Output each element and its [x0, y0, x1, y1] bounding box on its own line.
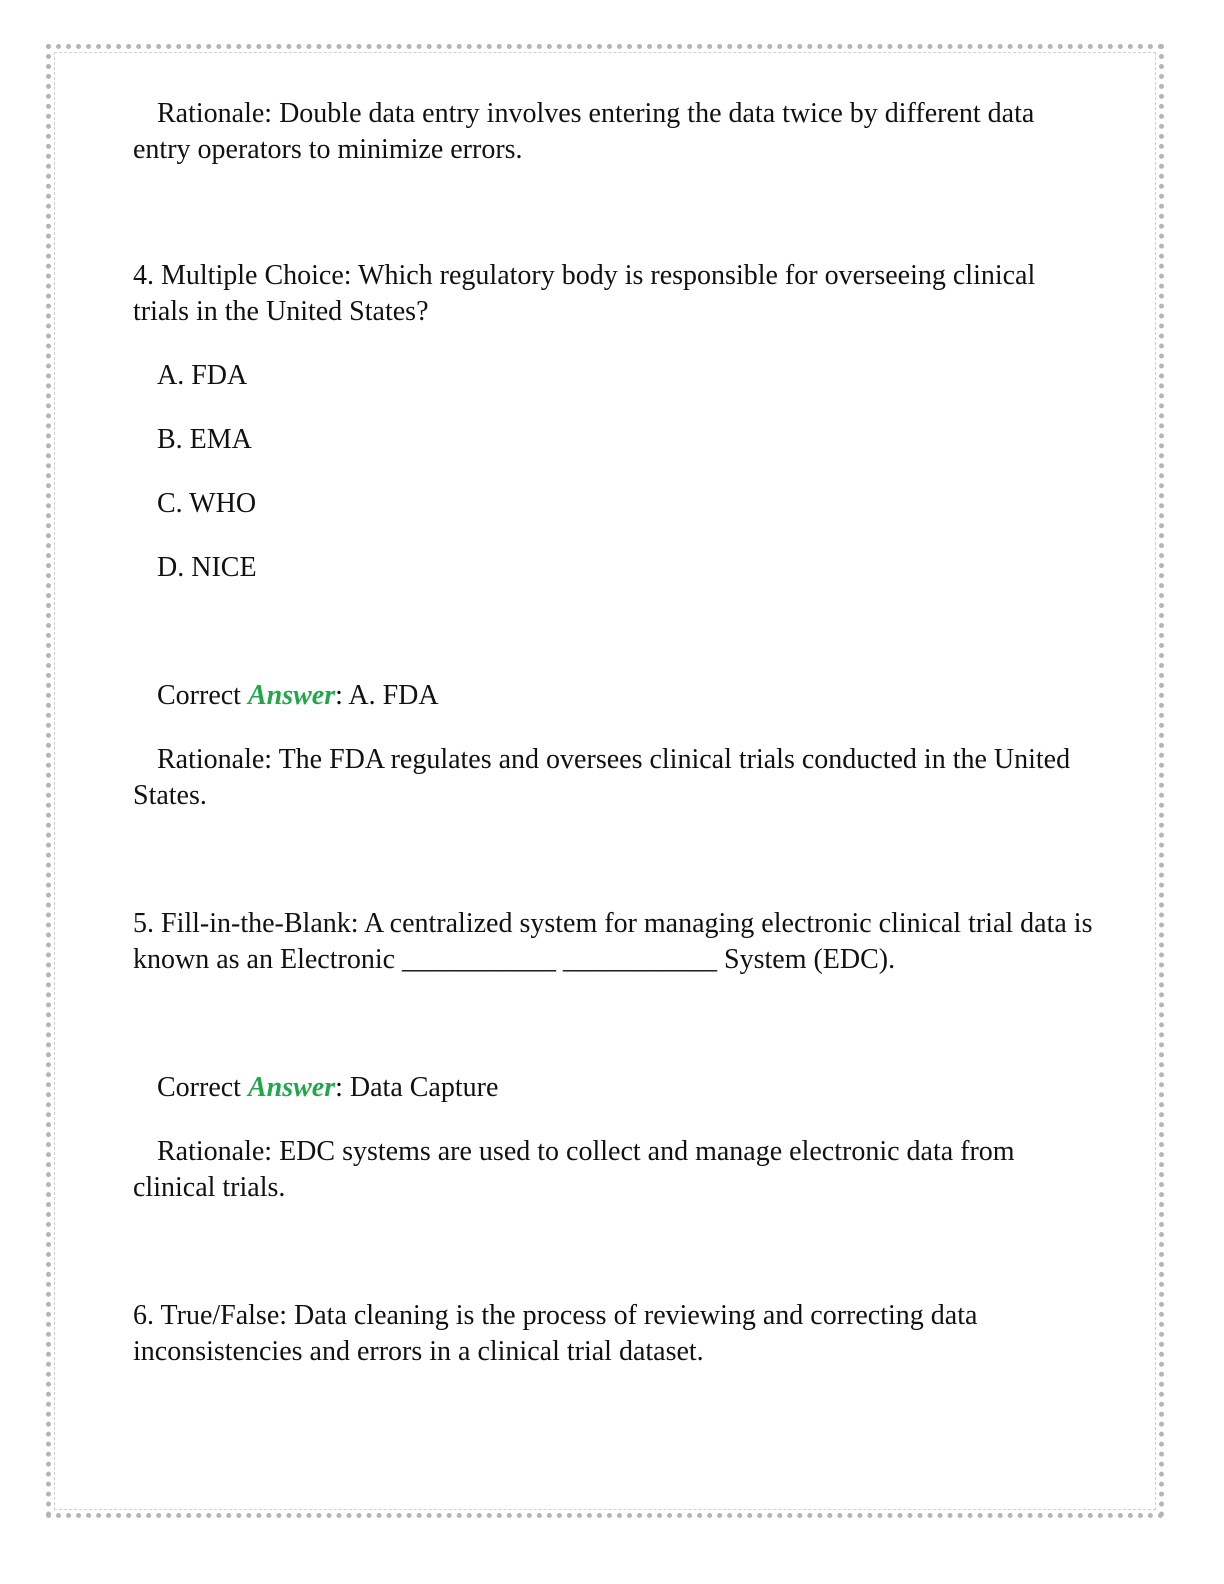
- q5-correct-answer: [133, 1070, 1093, 1106]
- q3-rationale: Rationale: Double data entry involves entering the data twice by different data entry operators to minimize errors.: [133, 98, 1035, 165]
- q5-rationale: Rationale: EDC systems are used to collect and manage electronic data from clinical trials.: [133, 1136, 1015, 1203]
- q4-option-b: B. EMA: [157, 424, 252, 455]
- q4-option-d: D. NICE: [157, 552, 257, 583]
- answer-value: : A. FDA: [335, 680, 439, 711]
- answer-prefix: Correct: [157, 680, 248, 711]
- answer-prefix: Correct: [157, 1072, 248, 1103]
- answer-label: Answer: [247, 1072, 336, 1103]
- q4-option-a: A. FDA: [157, 360, 248, 391]
- q4-question: 4. Multiple Choice: Which regulatory body is responsible for overseeing clinical trials in the United States?: [133, 260, 1036, 327]
- document-content: [133, 96, 1093, 1370]
- q4-option-c: C. WHO: [157, 488, 257, 519]
- answer-label: Answer: [247, 680, 336, 711]
- q6-question: 6. True/False: Data cleaning is the process of reviewing and correcting data inconsistencies and errors in a clinical trial dataset.: [133, 1300, 978, 1367]
- answer-value: : Data Capture: [335, 1072, 499, 1103]
- q4-rationale: Rationale: The FDA regulates and oversees clinical trials conducted in the United States.: [133, 744, 1071, 811]
- q5-question: 5. Fill-in-the-Blank: A centralized system for managing electronic clinical trial data is known as an Electronic ___________ ___________ System (EDC).: [133, 908, 1093, 975]
- q4-correct-answer: [133, 678, 1093, 714]
